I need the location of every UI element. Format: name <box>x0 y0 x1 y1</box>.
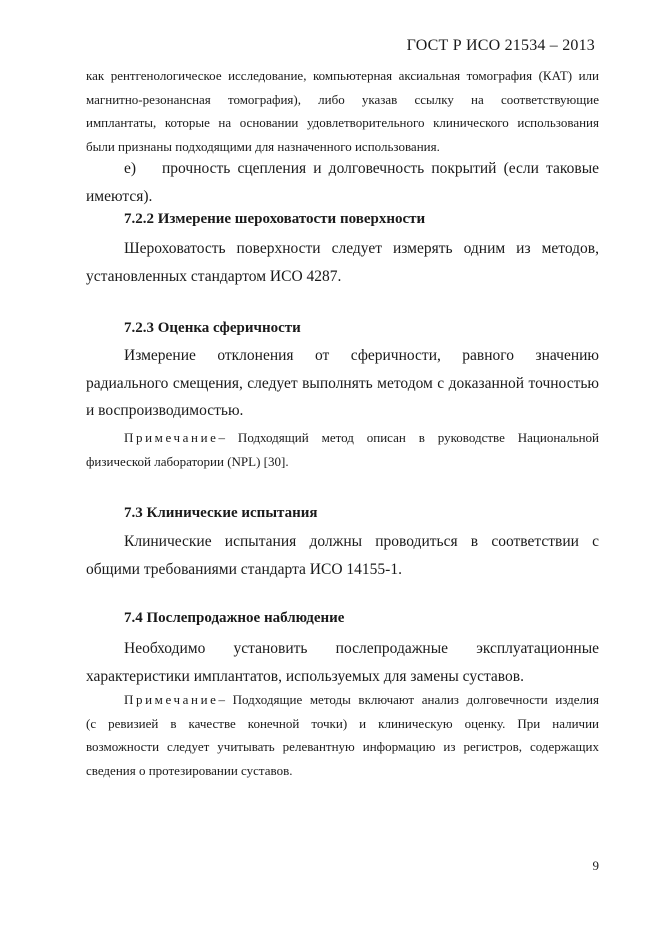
paragraph-line: Измерение отклонения от сферичности, равного значению <box>124 347 599 364</box>
note-label: Примечание <box>124 692 219 707</box>
section-heading-7-2-3: 7.2.3 Оценка сферичности <box>124 320 301 336</box>
note-first-line <box>124 688 599 712</box>
paragraph-line: и воспроизводимостью. <box>86 402 244 419</box>
paragraph-line: характеристики имплантатов, используемых для замены суставов. <box>86 667 524 685</box>
intro-line: были признаны подходящими для назначенного использования. <box>86 138 440 154</box>
section-heading-7-3: 7.3 Клинические испытания <box>124 505 318 521</box>
section-7-3-text <box>86 528 599 583</box>
paragraph-line: Шероховатость поверхности следует измерять одним из методов, <box>124 240 599 257</box>
note-7-4 <box>86 688 599 782</box>
note-text: физической лаборатории (NPL) [30]. <box>86 453 289 469</box>
intro-line: как рентгенологическое исследование, компьютерная аксиальная томография (КАТ) или <box>86 68 599 83</box>
intro-line: магнитно-резонансная томография), либо указав ссылку на соответствующие <box>86 91 599 107</box>
paragraph-line: установленных стандартом ИСО 4287. <box>86 267 342 285</box>
note-text: (с ревизией в качестве конечной точки) и клиническую оценку. При наличии <box>86 715 599 731</box>
note-text: сведения о протезировании суставов. <box>86 762 293 778</box>
list-item-e-first-line <box>86 155 599 183</box>
section-7-2-3-text <box>86 342 599 425</box>
note-text: возможности следует учитывать релевантную информацию из регистров, содержащих <box>86 739 599 754</box>
intro-line: имплантаты, которые на основании удовлетворительного клинического использования <box>86 115 599 130</box>
list-marker: е) <box>124 160 137 177</box>
paragraph-line: радиального смещения, следует выполнять методом с доказанной точностью <box>86 374 599 392</box>
section-7-2-2-text <box>86 235 599 290</box>
paragraph-line: Клинические испытания должны проводиться в соответствии с <box>124 533 599 550</box>
note-text: – Подходящие методы включают анализ долговечности изделия <box>218 692 599 707</box>
list-item-text: имеются). <box>86 187 153 205</box>
section-7-4-text <box>86 635 599 690</box>
note-first-line <box>124 426 599 450</box>
section-heading-7-2-2: 7.2.2 Измерение шероховатости поверхности <box>124 211 426 227</box>
note-text: – Подходящий метод описан в руководстве Национальной <box>218 430 599 445</box>
intro-paragraph <box>86 64 599 158</box>
page-number: 9 <box>592 858 599 873</box>
section-heading-7-4: 7.4 Послепродажное наблюдение <box>124 610 345 626</box>
list-item-text: прочность сцепления и долговечность покрытий (если таковые <box>162 160 599 177</box>
paragraph-line: Необходимо установить послепродажные эксплуатационные <box>124 640 599 657</box>
document-code-header: ГОСТ Р ИСО 21534 – 2013 <box>406 37 595 54</box>
note-7-2-3 <box>86 426 599 473</box>
paragraph-line: общими требованиями стандарта ИСО 14155-1. <box>86 560 402 578</box>
list-item-e <box>86 155 599 210</box>
note-label: Примечание <box>124 430 219 445</box>
